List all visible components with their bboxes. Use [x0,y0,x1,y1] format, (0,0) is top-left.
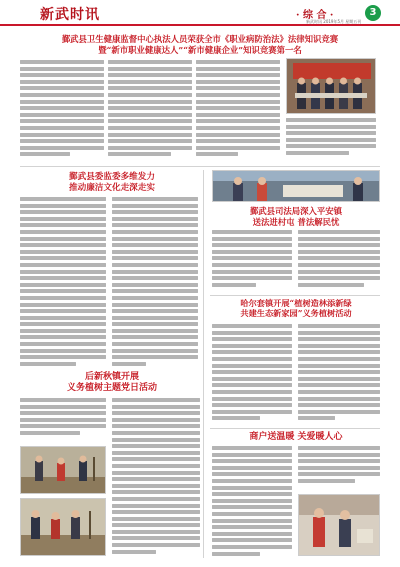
newspaper-brand: 新武时讯 [40,7,100,23]
article-4-title [212,298,380,319]
article-6-title-text: 商户送温暖 关爱暖人心 [249,432,343,442]
article-1-body-col4 [286,118,376,162]
article-3-body-col2 [298,230,380,292]
article-1-title-line2: 暨“新市职业健康达人”“新市健康企业”知识竞赛第一名 [98,44,302,55]
article-5-body-col1 [20,398,106,442]
article-5-body-col2 [112,398,200,558]
page-number-badge: 3 [365,5,381,21]
divider-horizontal-right-2 [210,428,380,429]
article-2-body-col2 [112,197,198,369]
article-4-title-line1: 哈尔套镇开展“植树造林添新绿 [240,298,352,308]
section-label: · 综 合 · [296,10,334,21]
article-2-body-col1 [20,197,106,369]
article-3-body-col1 [212,230,292,292]
article-1-photo-award-ceremony [286,58,376,114]
divider-vertical [203,170,204,558]
article-2-title [22,172,202,193]
article-5-title-line1: 后新秋镇开展 [84,372,139,382]
article-1-body-col3 [196,60,280,162]
divider-horizontal-right [210,295,380,296]
article-1-body-col1 [20,60,104,162]
article-4-body-col2 [298,324,380,426]
article-1-title [22,34,378,55]
article-5-photo-tree-planting-1 [20,446,106,494]
article-3-title [212,206,380,227]
article-5-title [22,372,202,395]
divider-horizontal-1 [20,166,380,167]
article-3-title-line1: 鄞武县司法局深入平安镇 [249,206,343,216]
article-1-body-col2 [108,60,192,162]
article-4-title-line2: 共建生态新家园”义务植树活动 [240,308,352,319]
article-3-photo-legal-outreach [212,170,380,202]
article-6-body-col1 [212,446,292,558]
article-6-photo-community-visit [298,494,380,556]
article-3-title-line2: 送法进村屯 普法解民忧 [252,216,340,227]
article-2-title-line1: 鄞武县委监委多维发力 [69,172,155,182]
issue-dateline: 新武时讯 2019年5月 星期五刊 [306,19,362,24]
article-5-title-line2: 义务植树主题党日活动 [66,383,157,394]
article-6-title [212,432,380,443]
article-6-body-col2 [298,446,380,490]
masthead [0,0,400,26]
article-1-title-line1: 鄞武县卫生健康监督中心执法人员荣获全市《职业病防治法》法律知识竞赛 [61,34,339,44]
article-5-photo-tree-planting-2 [20,498,106,556]
article-2-title-line2: 推动廉洁文化走深走实 [69,182,155,193]
article-4-body-col1 [212,324,292,426]
